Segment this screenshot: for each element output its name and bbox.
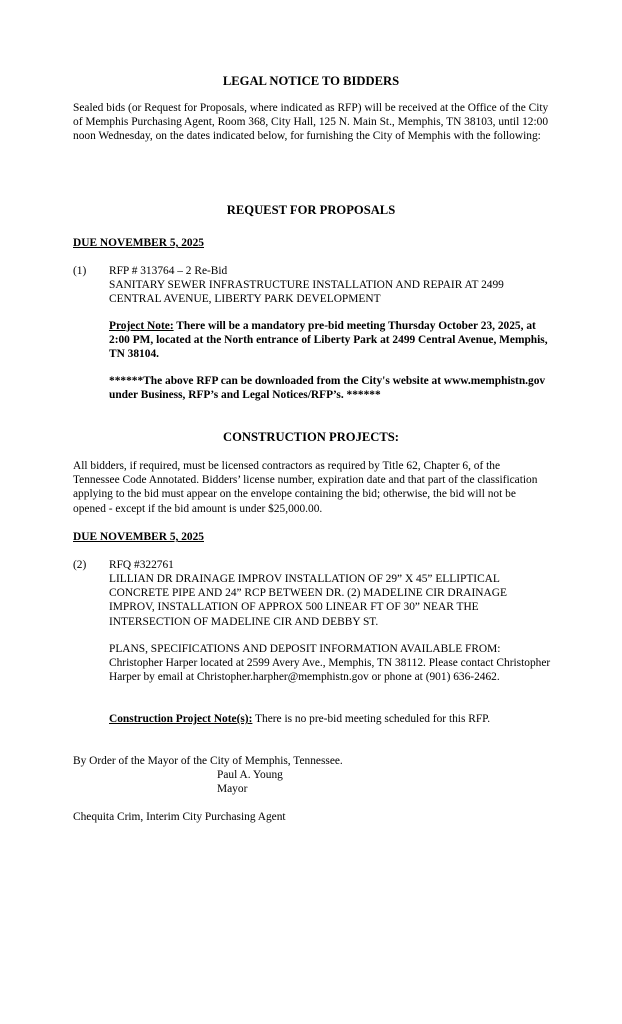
mayor-title: Mayor (217, 783, 248, 795)
order-line: By Order of the Mayor of the City of Memphis, Tennessee. (73, 755, 343, 767)
rfp-description: SANITARY SEWER INFRASTRUCTURE INSTALLATION AND REPAIR AT 2499 CENTRAL AVENUE, LIBERTY PARK DEVELOPMENT (109, 279, 504, 306)
mayor-name: Paul A. Young (217, 769, 283, 781)
purchasing-agent: Chequita Crim, Interim City Purchasing Agent (73, 811, 286, 823)
rfp-due-date: DUE NOVEMBER 5, 2025 (73, 237, 204, 249)
construction-note-text: There is no pre-bid meeting scheduled for this RFP. (252, 713, 491, 725)
intro-paragraph: Sealed bids (or Request for Proposals, where indicated as RFP) will be received at the Office of the City of Memphis Purchasing Agent, Room 368, City Hall, 125 N. Main St., Memphis, TN 38103, until 12:00 noon Wednesday, on the dates indicated below, for furnishing the City of Memphis with the following: (73, 102, 549, 143)
rfq-description: LILLIAN DR DRAINAGE IMPROV INSTALLATION OF 29” X 45” ELLIPTICAL CONCRETE PIPE AND 24” RCP BETWEEN DR. (2) MADELINE CIR DRAINAGE IMPROV, INSTALLATION OF APPROX 500 LINEAR FT OF 30” NEAR THE INTERSECTION OF MADELINE CIR AND DEBBY ST. (109, 573, 507, 628)
rfp-item-number: (1) (73, 265, 87, 277)
rfq-id: RFQ #322761 (109, 559, 174, 571)
construction-intro: All bidders, if required, must be licensed contractors as required by Title 62, Chapter 6, of the Tennessee Code Annotated. Bidders’ license number, expiration date and that part of the classification applying to the bid must appear on the envelope containing the bid; otherwise, the bid will not be opened - except if the bid amount is under $25,000.00. (73, 460, 538, 515)
rfq-item-number: (2) (73, 559, 87, 571)
rfp-note-text: There will be a mandatory pre-bid meeting Thursday October 23, 2025, at 2:00 PM, located at the North entrance of Liberty Park at 2499 Central Avenue, Memphis, TN 38104. (109, 320, 548, 361)
rfp-download-note: ******The above RFP can be downloaded from the City's website at www.memphistn.gov under Business, RFP’s and Legal Notices/RFP’s. ****** (109, 375, 546, 402)
construction-project-note (109, 712, 553, 726)
construction-due-date: DUE NOVEMBER 5, 2025 (73, 531, 204, 543)
construction-heading: CONSTRUCTION PROJECTS: (223, 430, 399, 444)
page-title: LEGAL NOTICE TO BIDDERS (222, 74, 400, 88)
rfp-id: RFP # 313764 – 2 Re-Bid (109, 265, 228, 277)
rfp-project-note (109, 319, 553, 362)
rfp-section-heading: REQUEST FOR PROPOSALS (226, 203, 396, 217)
plans-info: PLANS, SPECIFICATIONS AND DEPOSIT INFORMATION AVAILABLE FROM: Christopher Harper located at 2599 Avery Ave., Memphis, TN 38112. Please contact Christopher Harper by email at Christopher.harpher@memphistn.gov or phone at (901) 636-2462. (109, 643, 551, 684)
rfp-note-label: Project Note: (109, 320, 174, 332)
construction-note-label: Construction Project Note(s): (109, 713, 253, 725)
